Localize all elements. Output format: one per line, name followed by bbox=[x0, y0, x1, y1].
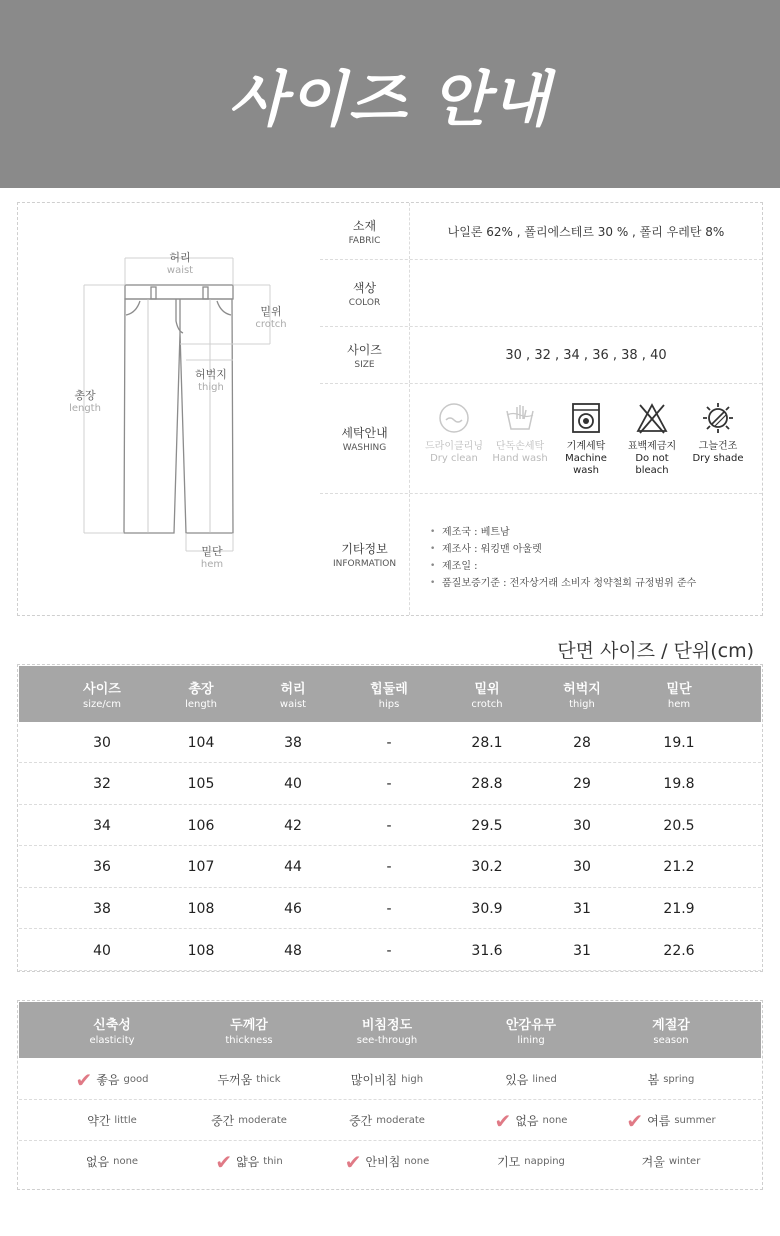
option-label-en: thin bbox=[263, 1156, 283, 1167]
size-table-cell: - bbox=[386, 942, 392, 959]
size-header-cell: 허벅지 thigh bbox=[563, 682, 601, 710]
size-table-row bbox=[19, 930, 761, 971]
etc-item: • 제조사 : 워킹맨 아울렛 bbox=[430, 541, 696, 558]
option-label: 얇음 bbox=[236, 1155, 260, 1169]
size-header-cell: 힙둘레 hips bbox=[370, 682, 408, 710]
option-label-en: winter bbox=[668, 1156, 701, 1167]
size-table-cell: - bbox=[386, 734, 392, 751]
option-label-en: none bbox=[542, 1115, 568, 1126]
fabric-value: 나일론 62% , 폴리에스테르 30 % , 폴리 우레탄 8% bbox=[447, 224, 725, 239]
checkmark-icon: ✔ bbox=[75, 1067, 93, 1092]
product-info-box bbox=[17, 202, 763, 616]
size-table-cell: 19.1 bbox=[663, 734, 695, 751]
size-table-cell: 108 bbox=[187, 900, 215, 917]
dry-shade-icon bbox=[701, 401, 735, 435]
size-table-cell: 107 bbox=[187, 859, 215, 876]
thigh-label: 허벅지 thigh bbox=[195, 368, 227, 393]
feel-header-cell: 신축성 elasticity bbox=[89, 1018, 135, 1046]
fit-feel-option bbox=[578, 1100, 764, 1141]
size-section-title: 단면 사이즈 / 단위(cm) bbox=[557, 640, 754, 662]
feel-header-cell: 계절감 season bbox=[652, 1018, 690, 1046]
option-label: 봄 bbox=[647, 1073, 660, 1087]
no-bleach-icon bbox=[635, 401, 669, 435]
size-table-cell: 38 bbox=[93, 900, 111, 917]
page-title: 사이즈 안내 bbox=[228, 65, 552, 135]
size-table-cell: 36 bbox=[93, 859, 111, 876]
option-label: 없음 bbox=[515, 1114, 539, 1128]
size-table-cell: 20.5 bbox=[663, 817, 695, 834]
wash-item-dry-shade: 그늘건조 Dry shade bbox=[688, 401, 748, 465]
size-table-cell: 30.2 bbox=[471, 859, 503, 876]
size-table-cell: 46 bbox=[284, 900, 302, 917]
hand-wash-icon bbox=[503, 401, 537, 435]
size-table-cell: 28 bbox=[573, 734, 591, 751]
option-label: 여름 bbox=[647, 1114, 671, 1128]
option-label: 약간 bbox=[87, 1114, 111, 1128]
size-table-cell: 34 bbox=[93, 817, 111, 834]
option-label: 많이비침 bbox=[350, 1073, 398, 1087]
option-label: 겨울 bbox=[641, 1155, 665, 1169]
checkmark-icon: ✔ bbox=[626, 1108, 644, 1133]
etc-row bbox=[320, 494, 762, 615]
size-table-row bbox=[19, 764, 761, 805]
etc-item: • 제조일 : bbox=[430, 558, 696, 575]
color-row bbox=[320, 260, 762, 327]
size-table-cell: 28.8 bbox=[471, 776, 503, 793]
size-table-cell: - bbox=[386, 776, 392, 793]
crotch-label: 밑위 crotch bbox=[255, 305, 287, 330]
option-label: 있음 bbox=[505, 1073, 529, 1087]
option-label-en: high bbox=[401, 1074, 424, 1085]
size-table-cell: - bbox=[386, 859, 392, 876]
size-table-cell: 38 bbox=[284, 734, 302, 751]
size-table-row bbox=[19, 888, 761, 929]
fit-feel-row bbox=[19, 1141, 761, 1182]
size-table-cell: 31 bbox=[573, 942, 591, 959]
size-key: 사이즈 SIZE bbox=[320, 327, 410, 383]
size-row bbox=[320, 327, 762, 384]
option-label-en: napping bbox=[524, 1156, 565, 1167]
size-table-cell: 42 bbox=[284, 817, 302, 834]
option-label: 중간 bbox=[349, 1114, 373, 1128]
size-header-cell: 총장 length bbox=[185, 682, 217, 710]
machine-wash-icon bbox=[569, 401, 603, 435]
dry-clean-icon bbox=[437, 401, 471, 435]
size-table-cell: 30 bbox=[573, 859, 591, 876]
wash-item-machine-wash: 기계세탁 Machine wash bbox=[556, 401, 616, 477]
waist-label: 허리 waist bbox=[166, 251, 194, 276]
size-table-cell: 21.9 bbox=[663, 900, 695, 917]
size-table-cell: 30.9 bbox=[471, 900, 503, 917]
wash-item-hand-wash: 단독손세탁 Hand wash bbox=[490, 401, 550, 465]
option-label: 중간 bbox=[211, 1114, 235, 1128]
size-table-header bbox=[19, 666, 761, 722]
option-label: 좋음 bbox=[96, 1073, 120, 1087]
option-label-en: none bbox=[404, 1156, 430, 1167]
feel-header-cell: 안감유무 lining bbox=[505, 1018, 557, 1046]
size-table-cell: 31.6 bbox=[471, 942, 503, 959]
etc-list bbox=[430, 524, 696, 592]
size-table-cell: 44 bbox=[284, 859, 302, 876]
checkmark-icon: ✔ bbox=[344, 1149, 362, 1174]
etc-item: • 제조국 : 베트남 bbox=[430, 524, 696, 541]
checkmark-icon: ✔ bbox=[215, 1149, 233, 1174]
washing-row bbox=[320, 384, 762, 494]
size-table-row bbox=[19, 805, 761, 846]
option-label-en: summer bbox=[674, 1115, 716, 1126]
option-label-en: good bbox=[123, 1074, 149, 1085]
size-table-cell: 21.2 bbox=[663, 859, 695, 876]
option-label-en: spring bbox=[663, 1074, 695, 1085]
size-table bbox=[17, 664, 763, 972]
size-table-cell: 30 bbox=[573, 817, 591, 834]
option-label-en: little bbox=[114, 1115, 137, 1126]
size-table-cell: 22.6 bbox=[663, 942, 695, 959]
option-label-en: thick bbox=[256, 1074, 281, 1085]
size-table-cell: 30 bbox=[93, 734, 111, 751]
size-table-row bbox=[19, 722, 761, 763]
page-header bbox=[0, 0, 780, 188]
product-info-table bbox=[320, 203, 762, 615]
option-label-en: moderate bbox=[238, 1115, 287, 1126]
fit-feel-option bbox=[578, 1059, 764, 1100]
etc-key: 기타정보 INFORMATION bbox=[320, 494, 410, 615]
size-table-cell: 108 bbox=[187, 942, 215, 959]
size-header-cell: 허리 waist bbox=[279, 682, 307, 710]
size-table-cell: 29 bbox=[573, 776, 591, 793]
fit-feel-table bbox=[17, 1000, 763, 1190]
option-label-en: lined bbox=[532, 1074, 557, 1085]
option-label: 안비침 bbox=[365, 1155, 401, 1169]
size-value: 30 , 32 , 34 , 36 , 38 , 40 bbox=[505, 347, 667, 363]
wash-item-no-bleach: 표백제금지 Do not bleach bbox=[622, 401, 682, 477]
fit-feel-row bbox=[19, 1100, 761, 1141]
washing-value bbox=[410, 384, 762, 493]
wash-item-dry-clean: 드라이클리닝 Dry clean bbox=[424, 401, 484, 465]
size-table-cell: 19.8 bbox=[663, 776, 695, 793]
size-table-row bbox=[19, 847, 761, 888]
feel-header-cell: 두께감 thickness bbox=[225, 1018, 273, 1046]
size-table-cell: 104 bbox=[187, 734, 215, 751]
option-label: 기모 bbox=[497, 1155, 521, 1169]
feel-header-cell: 비침정도 see-through bbox=[356, 1018, 418, 1046]
size-header-cell: 밑위 crotch bbox=[471, 682, 503, 710]
length-label: 총장 length bbox=[69, 389, 101, 414]
fit-feel-header bbox=[19, 1002, 761, 1058]
size-table-cell: 28.1 bbox=[471, 734, 503, 751]
size-header-cell: 사이즈 size/cm bbox=[83, 682, 121, 710]
size-table-cell: 31 bbox=[573, 900, 591, 917]
fit-feel-row bbox=[19, 1059, 761, 1100]
option-label: 없음 bbox=[85, 1155, 110, 1169]
washing-key: 세탁안내 WASHING bbox=[320, 384, 410, 493]
size-table-cell: 105 bbox=[187, 776, 215, 793]
pants-diagram bbox=[18, 203, 320, 615]
fabric-row bbox=[320, 203, 762, 260]
size-table-cell: 40 bbox=[284, 776, 302, 793]
hem-label: 밑단 hem bbox=[200, 545, 224, 570]
fit-feel-option bbox=[578, 1141, 764, 1182]
size-table-cell: - bbox=[386, 817, 392, 834]
color-key: 색상 COLOR bbox=[320, 260, 410, 326]
fabric-key: 소재 FABRIC bbox=[320, 203, 410, 259]
option-label-en: moderate bbox=[376, 1115, 425, 1126]
size-table-cell: 29.5 bbox=[471, 817, 503, 834]
size-table-cell: - bbox=[386, 900, 392, 917]
size-table-cell: 48 bbox=[284, 942, 302, 959]
option-label-en: none bbox=[113, 1156, 139, 1167]
checkmark-icon: ✔ bbox=[494, 1108, 512, 1133]
option-label: 두꺼움 bbox=[217, 1073, 253, 1087]
etc-item: • 품질보증기준 : 전자상거래 소비자 청약철회 규정범위 준수 bbox=[430, 575, 696, 592]
size-table-cell: 106 bbox=[187, 817, 215, 834]
washing-icons bbox=[424, 401, 748, 477]
size-table-cell: 32 bbox=[93, 776, 111, 793]
size-header-cell: 밑단 hem bbox=[666, 682, 692, 710]
size-table-cell: 40 bbox=[93, 942, 111, 959]
color-value bbox=[410, 260, 762, 326]
